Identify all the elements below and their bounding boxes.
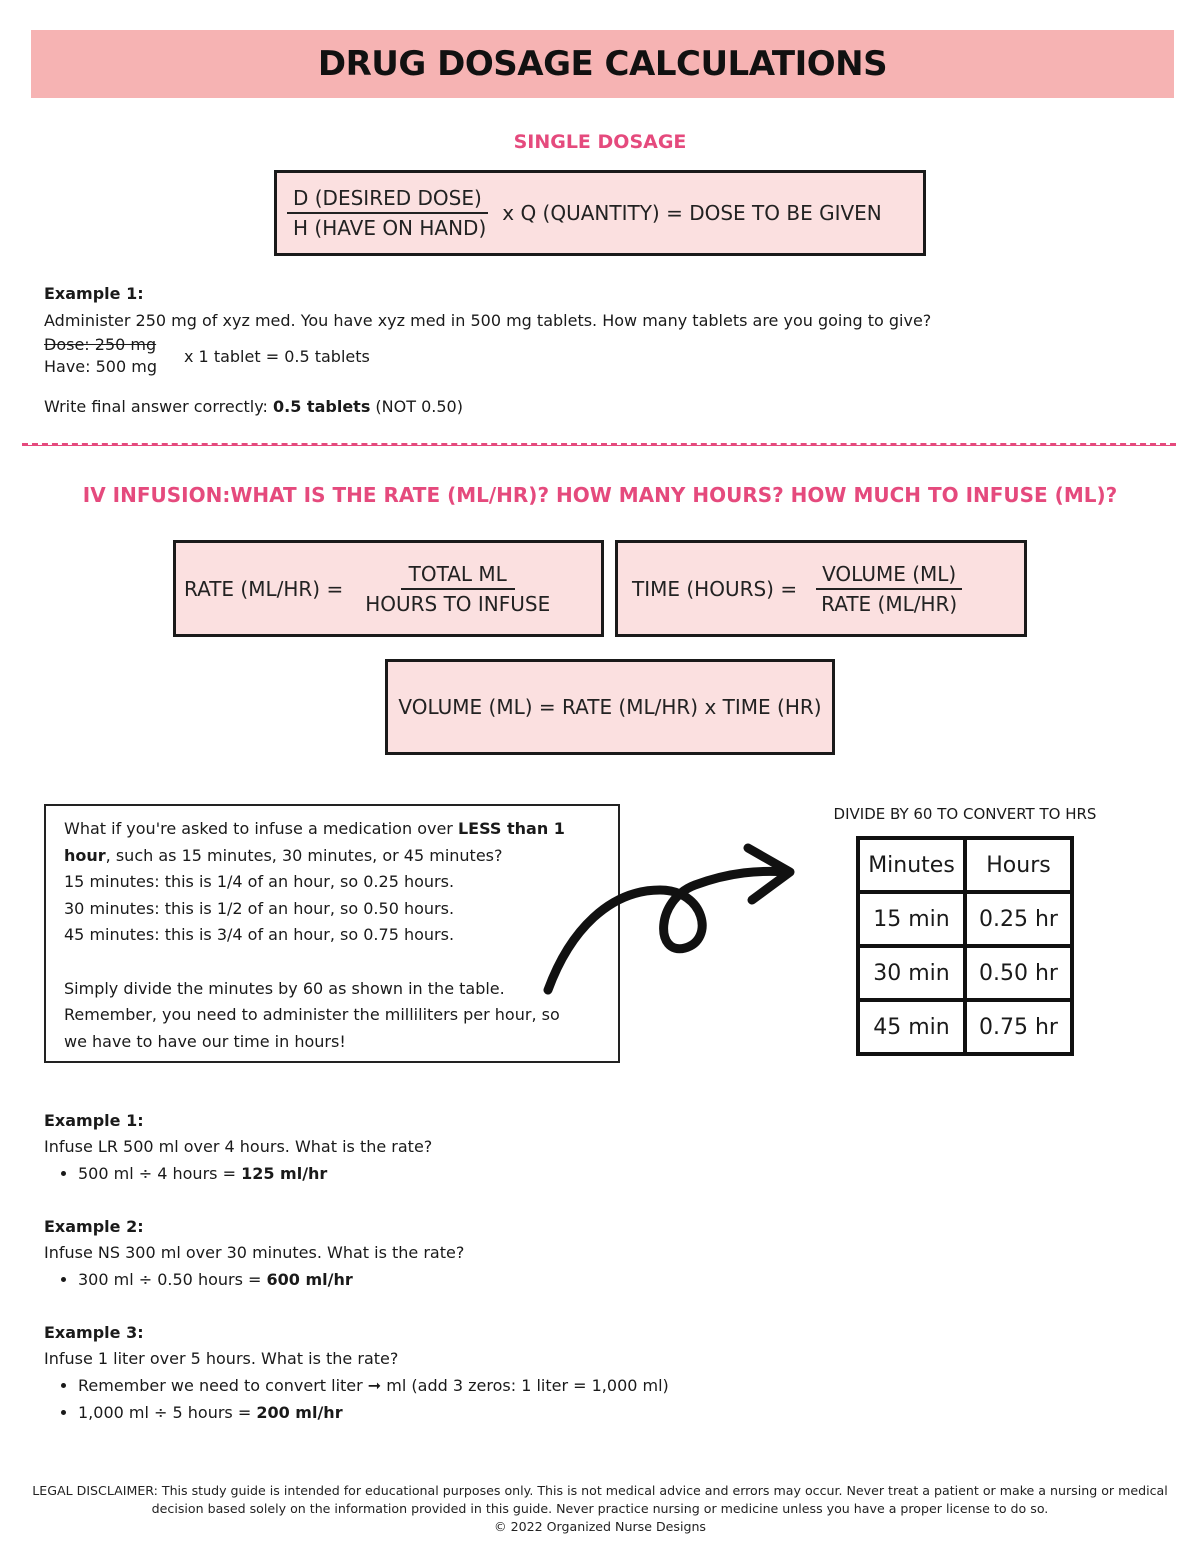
iv-example-1-question: Infuse LR 500 ml over 4 hours. What is the rate? (44, 1137, 433, 1156)
bullet-answer: 600 ml/hr (266, 1270, 353, 1289)
time-formula-box (615, 540, 1027, 637)
iv-heading: IV INFUSION:WHAT IS THE RATE (ML/HR)? HOW MANY HOURS? HOW MUCH TO INFUSE (ML)? (82, 483, 1118, 507)
note-line-5: Simply divide the minutes by 60 as shown in the table. Remember, you need to administer the milliliters per hour, so we have to have our time in hours! (64, 978, 560, 1051)
bullet-answer: 200 ml/hr (256, 1403, 343, 1422)
example-label: Example 1: (44, 284, 144, 303)
dose-value: Dose: 250 mg (44, 335, 157, 354)
iv-example-1-bullets (44, 1160, 1144, 1187)
bullet-text: 1,000 ml ÷ 5 hours = (78, 1403, 257, 1422)
formula-numerator: D (DESIRED DOSE) (287, 186, 488, 214)
curly-arrow-icon (530, 830, 800, 1000)
bullet-text: 500 ml ÷ 4 hours = (78, 1164, 242, 1183)
rate-numerator: TOTAL ML (401, 562, 515, 590)
note-line-1-pre: What if you're asked to infuse a medication over (64, 819, 458, 838)
table-row (858, 892, 1072, 946)
bullet-answer: 125 ml/hr (241, 1164, 328, 1183)
rate-left: RATE (ML/HR) = (184, 576, 344, 601)
rate-formula-box (173, 540, 604, 637)
iv-example-2 (44, 1214, 1144, 1293)
table-cell: 0.50 hr (965, 946, 1072, 1000)
table-header-hours: Hours (965, 838, 1072, 892)
final-answer-line (44, 394, 463, 420)
table-cell: 0.25 hr (965, 892, 1072, 946)
rate-fraction (359, 562, 556, 616)
table-header-row (858, 838, 1072, 892)
iv-example-3-question: Infuse 1 liter over 5 hours. What is the rate? (44, 1349, 399, 1368)
conversion-caption: DIVIDE BY 60 TO CONVERT TO HRS (833, 805, 1097, 823)
rate-denominator: HOURS TO INFUSE (365, 591, 551, 616)
section-divider-line (22, 445, 1176, 446)
iv-example-1 (44, 1108, 1144, 1187)
iv-example-3-label: Example 3: (44, 1323, 144, 1342)
table-cell: 45 min (858, 1000, 965, 1054)
note-line-4: 45 minutes: this is 3/4 of an hour, so 0.75 hours. (64, 925, 455, 944)
have-value: Have: 500 mg (44, 357, 157, 376)
example-calc: x 1 tablet = 0.5 tablets (184, 347, 370, 366)
note-line-1-post: , such as 15 minutes, 30 minutes, or 45 minutes? (105, 845, 503, 865)
conversion-table (856, 836, 1074, 1056)
time-left: TIME (HOURS) = (632, 576, 798, 601)
table-cell: 15 min (858, 892, 965, 946)
list-item (78, 1372, 1144, 1399)
time-denominator: RATE (ML/HR) (821, 591, 958, 616)
volume-formula: VOLUME (ML) = RATE (ML/HR) x TIME (HR) (398, 695, 822, 719)
formula-denominator: H (HAVE ON HAND) (293, 216, 487, 240)
note-line-2: 15 minutes: this is 1/4 of an hour, so 0.25 hours. (64, 872, 455, 891)
page-title: DRUG DOSAGE CALCULATIONS (317, 44, 888, 84)
single-dosage-heading: SINGLE DOSAGE (513, 131, 687, 153)
iv-example-3-bullets (44, 1372, 1144, 1426)
dose-have-fraction (44, 334, 157, 378)
table-cell: 30 min (858, 946, 965, 1000)
example-question: Administer 250 mg of xyz med. You have xyz med in 500 mg tablets. How many tablets are you going to give? (44, 311, 932, 330)
list-item (78, 1160, 1144, 1187)
table-row (858, 946, 1072, 1000)
list-item (78, 1399, 1144, 1426)
iv-example-2-label: Example 2: (44, 1217, 144, 1236)
single-dosage-formula (274, 170, 926, 256)
iv-example-1-label: Example 1: (44, 1111, 144, 1130)
bullet-text: Remember we need to convert liter ➞ ml (add 3 zeros: 1 liter = 1,000 ml) (78, 1376, 669, 1395)
copyright: © 2022 Organized Nurse Designs (493, 1519, 706, 1534)
iv-example-2-bullets (44, 1266, 1144, 1293)
time-numerator: VOLUME (ML) (816, 562, 962, 590)
iv-example-3 (44, 1320, 1144, 1426)
note-line-1-bold: LESS than 1 hour (64, 819, 565, 865)
table-row (858, 1000, 1072, 1054)
time-fraction (815, 562, 963, 616)
note-line-3: 30 minutes: this is 1/2 of an hour, so 0.50 hours. (64, 898, 455, 918)
disclaimer-text: LEGAL DISCLAIMER: This study guide is intended for educational purposes only. This is not medical advice and errors may occur. Never treat a patient or make a nursing or medical decision based solely on the information provided in this guide. Never practice nursing or medicine unless you have a proper license to do so. (32, 1483, 1168, 1516)
note-line-1 (64, 816, 600, 869)
final-prefix: Write final answer correctly: (44, 397, 274, 416)
list-item (78, 1266, 1144, 1293)
formula-rest: x Q (QUANTITY) = DOSE TO BE GIVEN (502, 201, 882, 225)
volume-formula-box (385, 659, 835, 755)
table-header-minutes: Minutes (858, 838, 965, 892)
title-banner (31, 30, 1174, 98)
bullet-text: 300 ml ÷ 0.50 hours = (78, 1270, 267, 1289)
formula-fraction (287, 186, 492, 240)
final-suffix: (NOT 0.50) (370, 397, 463, 416)
final-answer: 0.5 tablets (273, 397, 371, 416)
table-cell: 0.75 hr (965, 1000, 1072, 1054)
legal-disclaimer (30, 1482, 1170, 1536)
iv-example-2-question: Infuse NS 300 ml over 30 minutes. What is the rate? (44, 1243, 465, 1262)
